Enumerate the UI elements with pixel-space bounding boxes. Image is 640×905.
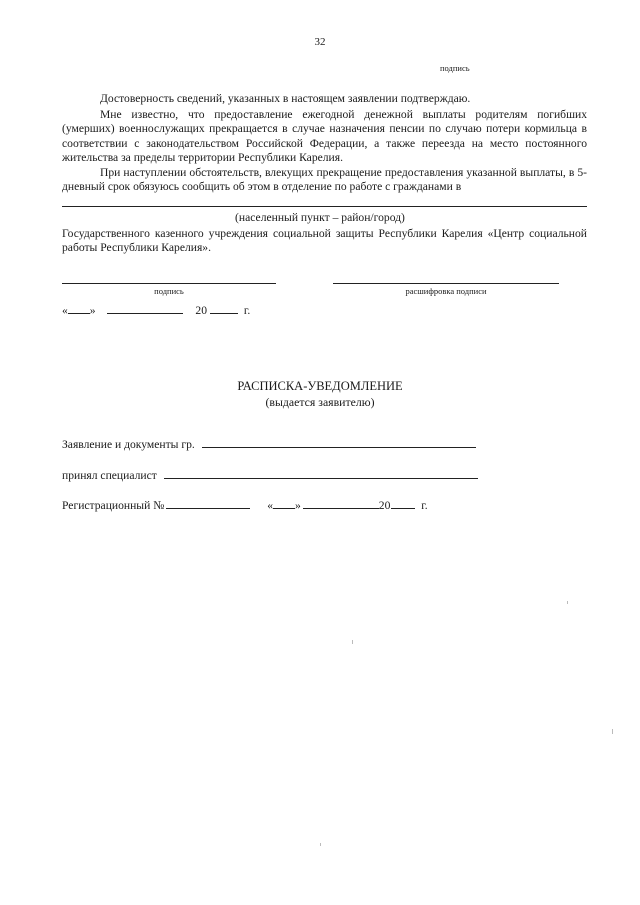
scan-speck [612,729,613,734]
signature-label: подпись [154,286,184,296]
date-line [62,302,250,318]
page-number: 32 [314,36,326,48]
locality-blank-line[interactable] [62,206,587,207]
receipt-date-day-blank[interactable] [273,497,295,509]
date-open-quote: « [62,304,68,317]
date-day-blank[interactable] [68,302,90,314]
signature-line[interactable] [62,283,276,284]
receipt-date-century: 20 [378,499,391,512]
scan-speck [352,640,353,644]
date-year-suffix: г. [243,304,251,317]
top-signature-label: подпись [440,63,470,73]
date-century: 20 [195,304,207,317]
scan-speck [567,601,568,604]
receipt-docs-label: Заявление и документы гр. [62,438,195,451]
receipt-specialist-row [62,467,478,483]
receipt-specialist-label: принял специалист [62,469,157,482]
signature-decoding-line[interactable] [333,283,559,284]
receipt-subtitle: (выдается заявителю) [265,395,375,409]
institution-paragraph: Государственного казенного учреждения социальной защиты Республики Карелия «Центр социальной работы Республики Карелия». [62,227,587,255]
scan-speck [320,843,321,846]
receipt-date-open-quote: « [267,499,273,512]
receipt-specialist-blank[interactable] [164,467,478,479]
receipt-reg-label: Регистрационный № [62,499,165,512]
date-month-blank[interactable] [107,302,183,314]
receipt-date-year-blank[interactable] [391,497,415,509]
receipt-title: РАСПИСКА-УВЕДОМЛЕНИЕ [237,379,403,393]
receipt-docs-row [62,436,476,452]
receipt-date-month-blank[interactable] [303,497,379,509]
receipt-date-close-quote: » [294,499,301,512]
receipt-registration-row [62,497,428,513]
receipt-reg-number-blank[interactable] [166,497,250,509]
date-close-quote: » [89,304,96,317]
confirmation-paragraph: Достоверность сведений, указанных в настоящем заявлении подтверждаю. [100,92,471,105]
signature-decoding-label: расшифровка подписи [405,286,487,296]
notice-paragraph: Мне известно, что предоставление ежегодной денежной выплаты родителям погибших (умерших) военнослужащих прекращается в случае назначения пенсии по случаю потери кормильца в соответствии с законодательством Российской Федерации, а также переезда на место постоянного жительства за пределы территории Республики Карелия. [62,108,587,165]
date-year-blank[interactable] [210,302,238,314]
receipt-date-year-suffix: г. [421,499,428,512]
locality-hint: (населенный пункт – район/город) [235,211,405,224]
receipt-docs-blank[interactable] [202,436,476,448]
obligation-paragraph: При наступлении обстоятельств, влекущих прекращение предоставления указанной выплаты, в 5-дневный срок обязуюсь сообщить об этом в отделение по работе с гражданами в [62,166,587,194]
